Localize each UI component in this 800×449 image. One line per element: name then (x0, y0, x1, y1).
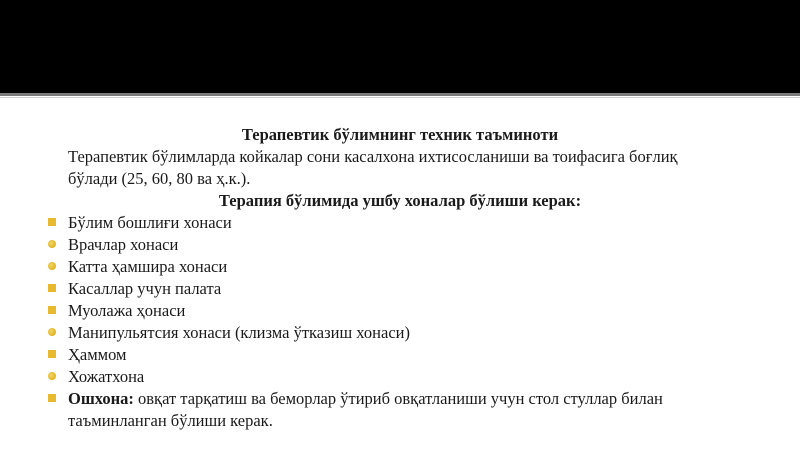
slide-subtitle: Терапия бўлимида ушбу хоналар бўлиши керак: (218, 191, 582, 210)
header-divider (0, 93, 800, 96)
list-item (0, 322, 800, 344)
list-item (0, 344, 800, 366)
round-bullet-icon (48, 372, 56, 380)
square-bullet-icon (48, 218, 56, 226)
list-item-text: Катта ҳамшира хонаси (68, 257, 228, 276)
list-item (0, 300, 800, 322)
list-item (0, 234, 800, 256)
list-item (0, 366, 800, 388)
list-item (0, 212, 800, 234)
square-bullet-icon (48, 394, 56, 402)
kitchen-text-line-2: таъминланган бўлиши керак. (68, 411, 273, 430)
intro-paragraph (0, 146, 800, 190)
list-item-text: Врачлар хонаси (68, 235, 179, 254)
square-bullet-icon (48, 350, 56, 358)
intro-line-1: Терапевтик бўлимларда койкалар сони касалхона ихтисосланиши ва тоифасига боғлиқ (68, 147, 678, 166)
list-item-text: Бўлим бошлиғи хонаси (68, 213, 232, 232)
slide-title: Терапевтик бўлимнинг техник таъминоти (241, 125, 559, 144)
header-divider-thin (0, 97, 800, 98)
round-bullet-icon (48, 240, 56, 248)
intro-line-2: бўлади (25, 60, 80 ва ҳ.к.). (68, 169, 251, 188)
list-item (0, 256, 800, 278)
header-band (0, 0, 800, 93)
slide-content (0, 124, 800, 432)
list-item-text: Муолажа ҳонаси (68, 301, 186, 320)
kitchen-text-line-1: овқат тарқатиш ва беморлар ўтириб овқатланиши учун стол стуллар билан (133, 389, 663, 408)
round-bullet-icon (48, 328, 56, 336)
list-item-kitchen (0, 388, 800, 432)
list-item-text: Касаллар учун палата (68, 279, 222, 298)
kitchen-label: Ошхона: (68, 389, 134, 408)
list-item-text: Манипульятсия хонаси (клизма ўтказиш хонаси) (68, 323, 410, 342)
square-bullet-icon (48, 284, 56, 292)
room-list (0, 212, 800, 432)
list-item (0, 278, 800, 300)
list-item-text: Хожатхона (68, 367, 145, 386)
round-bullet-icon (48, 262, 56, 270)
square-bullet-icon (48, 306, 56, 314)
list-item-text: Ҳаммом (68, 345, 127, 364)
